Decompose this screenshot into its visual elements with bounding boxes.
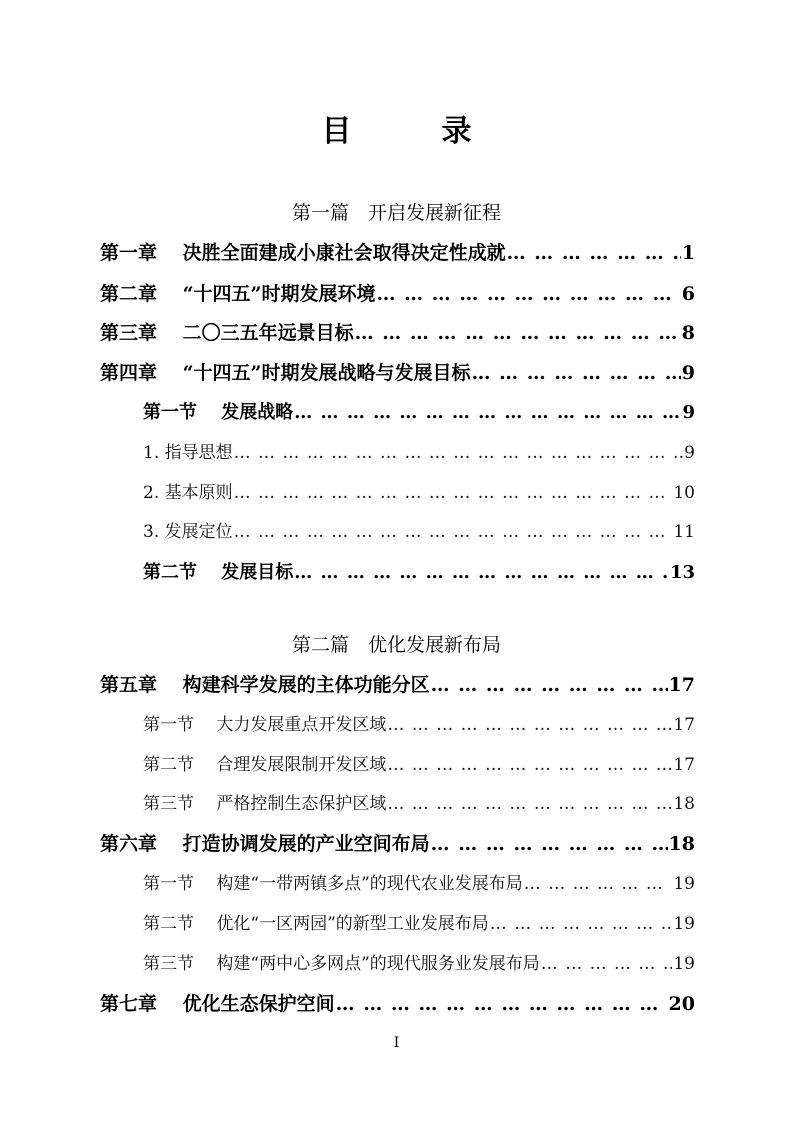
toc-entry-label: 第二节 优化“一区两园”的新型工业发展布局 [143,914,489,934]
part-heading: 第二篇 优化发展新布局 [291,634,501,656]
toc-entry-label: 第三节 严格控制生态保护区域 [143,794,387,814]
dot-leader [387,712,672,738]
dot-leader [234,480,673,506]
toc-entry-chapter-4[interactable] [100,360,695,386]
toc-entry-item[interactable] [143,519,695,545]
page-title: 目 录 [321,114,502,149]
toc-entry-chapter-5[interactable] [100,672,695,698]
dot-leader [294,560,669,586]
toc-entry-page: 13 [669,562,695,583]
toc-entry-page: 20 [668,993,695,1015]
toc-entry-label: 第一节 构建“一带两镇多点”的现代农业发展布局 [143,874,523,894]
toc-entry-item[interactable] [143,480,695,506]
dot-leader [355,320,681,346]
toc-entry-label: 第一章 决胜全面建成小康社会取得决定性成就 [100,242,506,264]
toc-entry-section[interactable] [143,791,695,817]
toc-entry-label: 第二节 合理发展限制开发区域 [143,755,387,775]
dot-leader [387,791,672,817]
toc-entry-label: 第四章 “十四五”时期发展战略与发展目标 [100,362,471,384]
toc-entry-chapter-6[interactable] [100,831,695,857]
toc-entry-label: 第五章 构建科学发展的主体功能分区 [100,674,430,696]
dot-leader [524,871,673,897]
toc-entry-page: 19 [673,874,695,894]
page-number: I [393,1035,400,1051]
toc-entry-page: 19 [673,914,695,934]
dot-leader [376,281,680,307]
dot-leader [294,400,681,426]
toc-entry-label: 2. 基本原则 [143,483,233,503]
toc-entry-page: 19 [673,954,695,974]
toc-entry-page: 9 [684,443,695,463]
toc-entry-section[interactable] [143,400,695,426]
dot-leader [541,951,673,977]
dot-leader [431,672,668,698]
toc-entry-item[interactable] [143,440,695,466]
toc-entry-chapter-7[interactable] [100,991,695,1017]
dot-leader [387,752,672,778]
toc-entry-label: 第二节 发展目标 [143,562,294,583]
toc-entry-section[interactable] [143,712,695,738]
toc-entry-page: 17 [673,715,695,735]
dot-leader [490,911,673,937]
toc-entry-page: 9 [681,362,695,384]
toc-entry-label: 3. 发展定位 [143,522,233,542]
toc-entry-page: 17 [668,674,695,696]
toc-entry-chapter-2[interactable] [100,281,695,307]
toc-entry-section[interactable] [143,951,695,977]
toc-entry-label: 第二章 “十四五”时期发展环境 [100,283,376,305]
dot-leader [431,831,668,857]
dot-leader [471,360,680,386]
toc-entry-page: 9 [682,402,695,423]
toc-entry-section[interactable] [143,560,695,586]
toc-entry-page: 10 [673,483,695,503]
toc-entry-label: 1. 指导思想 [143,443,233,463]
toc-entry-page: 1 [681,242,695,264]
dot-leader [234,519,673,545]
toc-entry-section[interactable] [143,752,695,778]
dot-leader [507,240,681,266]
toc-entry-chapter-3[interactable] [100,320,695,346]
toc-entry-label: 第三章 二〇三五年远景目标 [100,322,354,344]
dot-leader [336,991,668,1017]
toc-entry-section[interactable] [143,871,695,897]
toc-entry-label: 第六章 打造协调发展的产业空间布局 [100,833,430,855]
toc-entry-page: 18 [668,833,695,855]
toc-entry-page: 18 [673,794,695,814]
toc-entry-label: 第三节 构建“两中心多网点”的现代服务业发展布局 [143,954,540,974]
toc-entry-page: 17 [673,755,695,775]
toc-entry-page: 8 [681,322,695,344]
toc-entry-label: 第七章 优化生态保护空间 [100,993,335,1015]
toc-entry-section[interactable] [143,911,695,937]
part-heading: 第一篇 开启发展新征程 [291,202,501,224]
toc-entry-page: 6 [681,283,695,305]
toc-entry-label: 第一节 发展战略 [143,402,294,423]
toc-entry-page: 11 [673,522,695,542]
toc-entry-label: 第一节 大力发展重点开发区域 [143,715,387,735]
dot-leader [234,440,684,466]
toc-entry-chapter-1[interactable] [100,240,695,266]
